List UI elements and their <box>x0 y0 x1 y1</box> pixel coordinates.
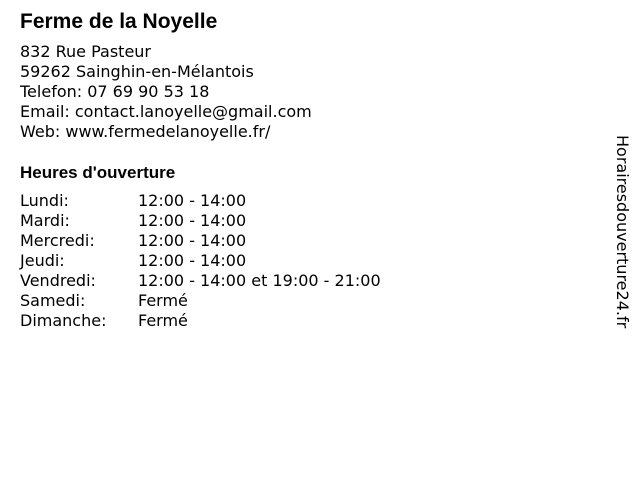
time-value: Fermé <box>138 291 188 310</box>
hours-row-friday <box>20 271 381 291</box>
website-line: Web: www.fermedelanoyelle.fr/ <box>20 122 271 141</box>
time-value: 12:00 - 14:00 <box>138 211 247 230</box>
day-label: Mardi: <box>20 211 70 230</box>
day-label: Jeudi: <box>20 251 65 270</box>
hours-row-sunday <box>20 311 381 331</box>
day-label: Mercredi: <box>20 231 95 250</box>
hours-row-monday <box>20 191 381 211</box>
hours-row-saturday <box>20 291 381 311</box>
business-card <box>20 8 381 331</box>
opening-hours-heading: Heures d'ouverture <box>20 163 176 182</box>
city-address: 59262 Sainghin-en-Mélantois <box>20 62 254 81</box>
street-address: 832 Rue Pasteur <box>20 42 151 61</box>
time-value: 12:00 - 14:00 et 19:00 - 21:00 <box>138 271 381 290</box>
time-value: Fermé <box>138 311 188 330</box>
hours-row-thursday <box>20 251 381 271</box>
time-value: 12:00 - 14:00 <box>138 231 247 250</box>
opening-hours-table <box>20 191 381 331</box>
day-label: Samedi: <box>20 291 86 310</box>
time-value: 12:00 - 14:00 <box>138 251 247 270</box>
hours-row-wednesday <box>20 231 381 251</box>
time-value: 12:00 - 14:00 <box>138 191 247 210</box>
hours-row-tuesday <box>20 211 381 231</box>
contact-block <box>20 42 381 142</box>
day-label: Vendredi: <box>20 271 96 290</box>
day-label: Dimanche: <box>20 311 107 330</box>
day-label: Lundi: <box>20 191 69 210</box>
email-line: Email: contact.lanoyelle@gmail.com <box>20 102 312 121</box>
business-name: Ferme de la Noyelle <box>20 10 218 33</box>
phone-line: Telefon: 07 69 90 53 18 <box>20 82 210 101</box>
brand-watermark-text: Horairesdouverture24.fr <box>613 135 632 329</box>
